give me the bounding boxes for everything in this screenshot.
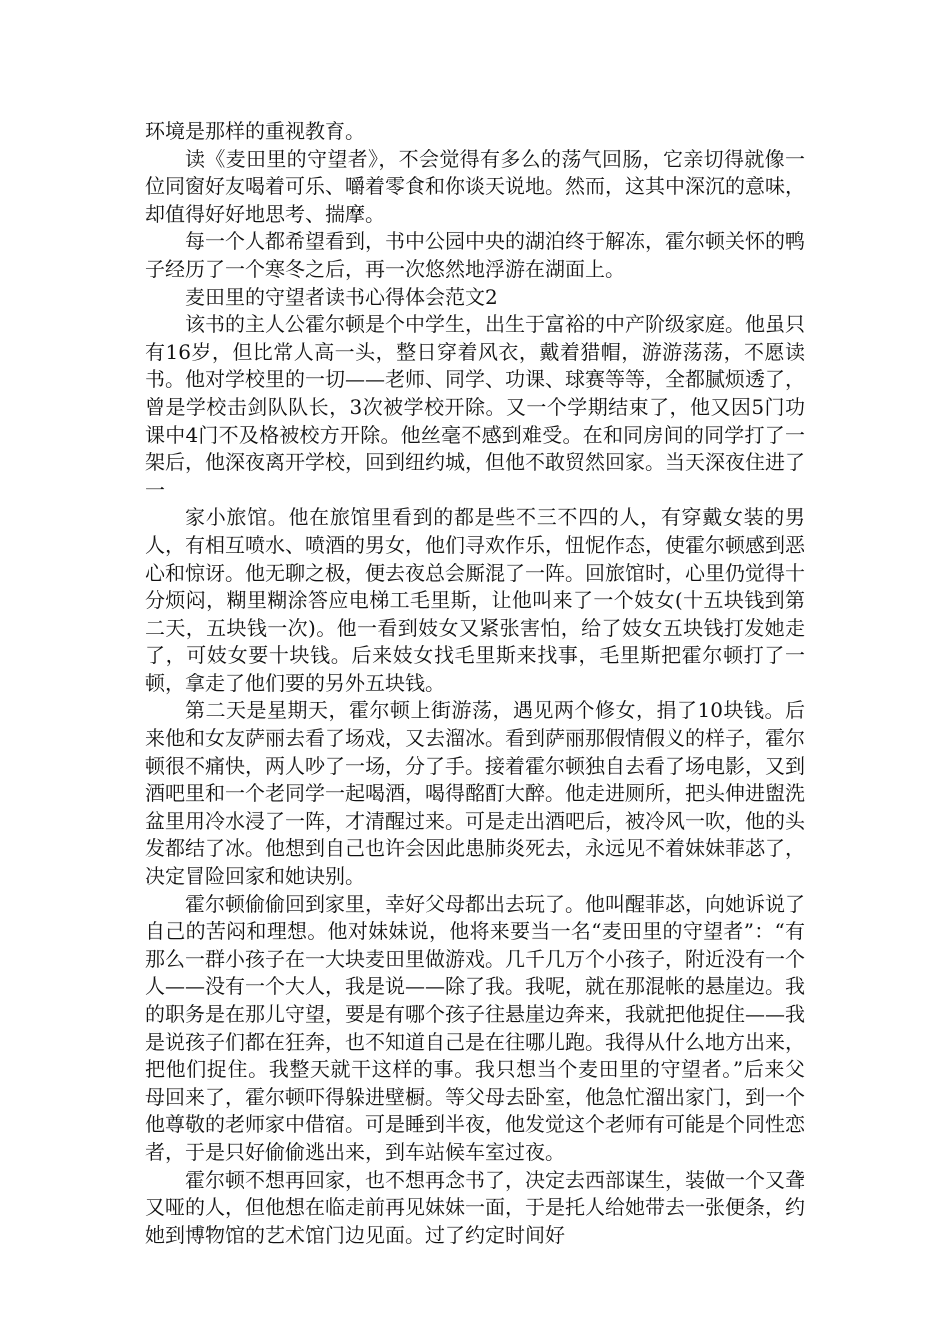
section-heading: 麦田里的守望者读书心得体会范文2 — [185, 284, 498, 309]
paragraph: 每一个人都希望看到，书中公园中央的湖泊终于解冻，霍尔顿关怀的鸭子经历了一个寒冬之后，再一次悠然地浮游在湖面上。 — [145, 229, 805, 281]
paragraph: 霍尔顿偷偷回到家里，幸好父母都出去玩了。他叫醒菲苾，向她诉说了自己的苦闷和理想。他对妹妹说，他将来要当一名“麦田里的守望者”：“有那么一群小孩子在一大块麦田里做游戏。几千几万个小孩子，附近没有一个人——没有一个大人，我是说——除了我。我呢，就在那混帐的悬崖边。我的职务是在那儿守望，要是有哪个孩子往悬崖边奔来，我就把他捉住——我是说孩子们都在狂奔，也不知道自己是在往哪儿跑。我得从什么地方出来，把他们捉住。我整天就干这样的事。我只想当个麦田里的守望者。”后来父母回来了，霍尔顿吓得躲进壁橱。等父母去卧室，他急忙溜出家门，到一个他尊敬的老师家中借宿。可是睡到半夜，他发觉这个老师有可能是个同性恋者，于是只好偷偷逃出来，到车站候车室过夜。 — [145, 891, 805, 1164]
paragraph: 霍尔顿不想再回家，也不想再念书了，决定去西部谋生，装做一个又聋又哑的人，但他想在临走前再见妹妹一面，于是托人给她带去一张便条，约她到博物馆的艺术馆门边见面。过了约定时间好 — [145, 1167, 805, 1247]
paragraph: 读《麦田里的守望者》，不会觉得有多么的荡气回肠，它亲切得就像一位同窗好友喝着可乐、嚼着零食和你谈天说地。然而，这其中深沉的意味，却值得好好地思考、揣摩。 — [145, 146, 805, 226]
document-body — [145, 118, 805, 1249]
paragraph: 家小旅馆。他在旅馆里看到的都是些不三不四的人，有穿戴女装的男人，有相互喷水、喷酒的男女，他们寻欢作乐，忸怩作态，使霍尔顿感到恶心和惊讶。他无聊之极，便去夜总会厮混了一阵。回旅馆时，心里仍觉得十分烦闷，糊里糊涂答应电梯工毛里斯，让他叫来了一个妓女(十五块钱到第二天，五块钱一次)。他一看到妓女又紧张害怕，给了妓女五块钱打发她走了，可妓女要十块钱。后来妓女找毛里斯来找事，毛里斯把霍尔顿打了一顿，拿走了他们要的另外五块钱。 — [145, 505, 805, 695]
paragraph: 第二天是星期天，霍尔顿上街游荡，遇见两个修女，捐了10块钱。后来他和女友萨丽去看了场戏，又去溜冰。看到萨丽那假情假义的样子，霍尔顿很不痛快，两人吵了一场，分了手。接着霍尔顿独自去看了场电影，又到酒吧里和一个老同学一起喝酒，喝得酩酊大醉。他走进厕所，把头伸进盥洗盆里用冷水浸了一阵，才清醒过来。可是走出酒吧后，被冷风一吹，他的头发都结了冰。他想到自己也许会因此患肺炎死去，永远见不着妹妹菲苾了，决定冒险回家和她诀别。 — [145, 698, 805, 889]
paragraph: 该书的主人公霍尔顿是个中学生，出生于富裕的中产阶级家庭。他虽只有16岁，但比常人高一头，整日穿着风衣，戴着猎帽，游游荡荡，不愿读书。他对学校里的一切——老师、同学、功课、球赛等等，全都腻烦透了，曾是学校击剑队队长，3次被学校开除。又一个学期结束了，他又因5门功课中4门不及格被校方开除。他丝毫不感到难受。在和同房间的同学打了一架后，他深夜离开学校，回到纽约城，但他不敢贸然回家。当天深夜住进了一 — [145, 312, 805, 502]
paragraph-continuation: 环境是那样的重视教育。 — [145, 119, 365, 143]
